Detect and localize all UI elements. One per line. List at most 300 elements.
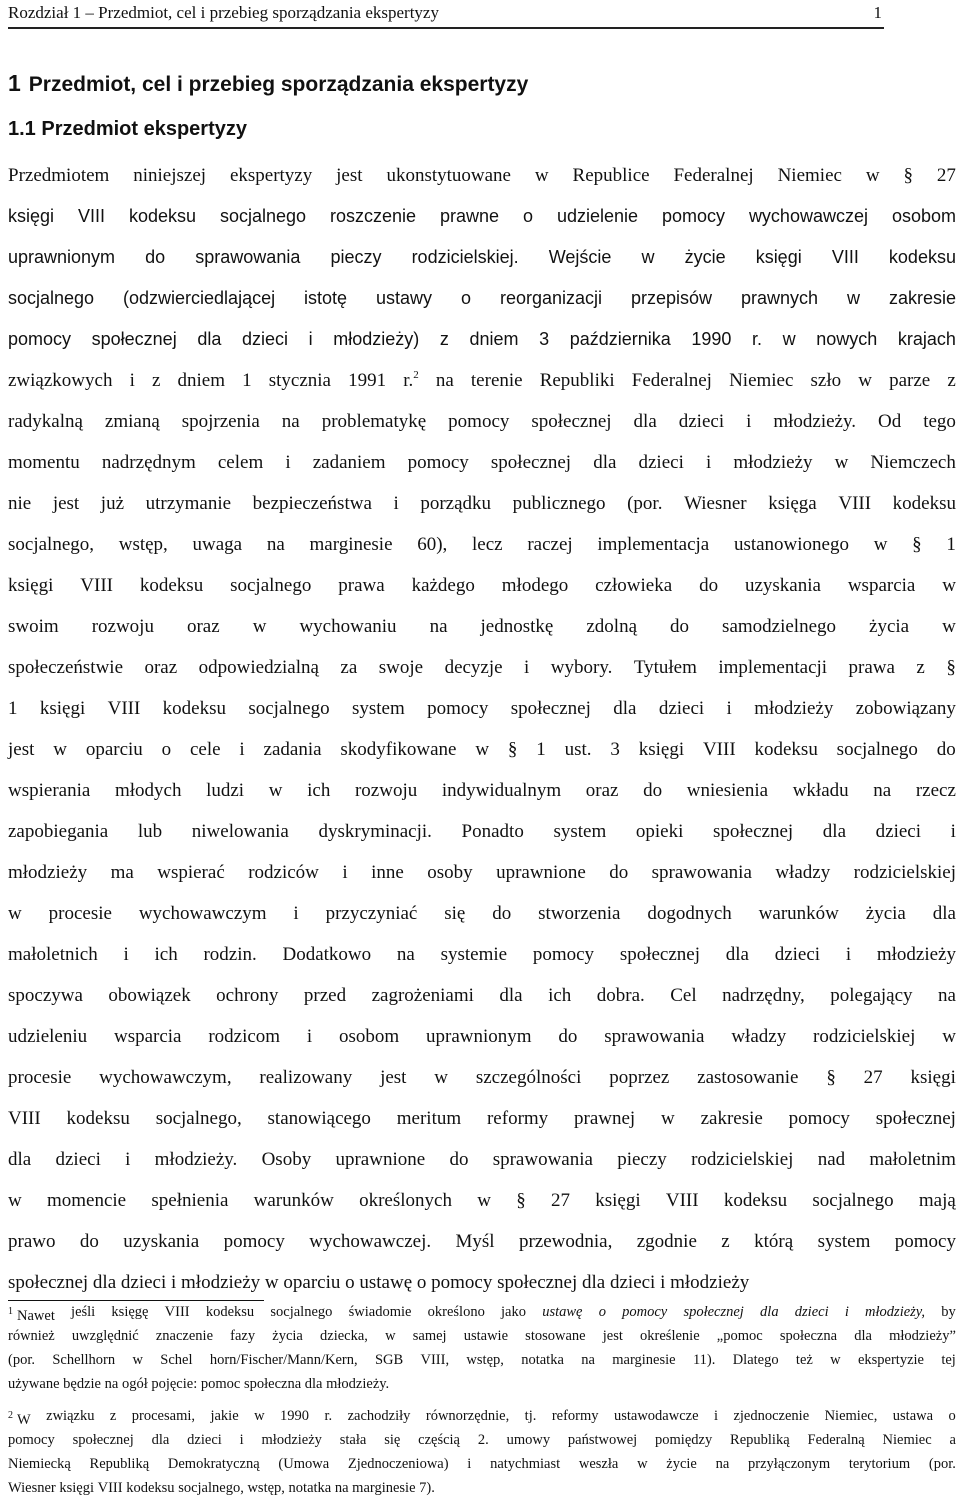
word: opieki	[635, 821, 684, 842]
word: inne	[371, 862, 404, 883]
word: stycznia	[268, 370, 331, 391]
word: wspierania	[8, 780, 91, 801]
word: osoby	[427, 862, 473, 883]
word: życia	[869, 616, 910, 637]
word: dzieci	[875, 821, 921, 842]
word: mają	[918, 1190, 956, 1211]
running-header	[8, 0, 888, 26]
word: ich	[154, 944, 178, 965]
word: do	[643, 780, 663, 801]
word: Niemiec	[882, 1432, 932, 1448]
body-line	[8, 155, 956, 196]
word: księgi	[638, 739, 685, 760]
body-line	[8, 442, 956, 483]
word: dla	[593, 452, 617, 473]
word: wstęp,	[118, 534, 168, 555]
word: VIII	[8, 1108, 41, 1129]
footnote-line	[8, 1348, 956, 1372]
body-line	[8, 647, 956, 688]
word: uprawnionym	[426, 1026, 532, 1047]
word: swoim	[8, 616, 59, 637]
word: państwowej	[567, 1432, 638, 1448]
word: pomocy	[788, 1108, 850, 1129]
word: wychowawczym	[138, 903, 267, 924]
body-line	[8, 237, 956, 278]
word: wstęp,	[466, 1352, 504, 1368]
word: i	[950, 821, 956, 842]
word: §	[826, 1067, 836, 1088]
word: w	[268, 780, 283, 801]
word: system	[351, 698, 405, 719]
word: Schellhorn	[52, 1352, 116, 1368]
word: 27	[550, 1190, 570, 1211]
word: skodyfikowane	[340, 739, 457, 760]
word: Schel	[160, 1352, 193, 1368]
word: rodzicielskiej	[853, 862, 956, 883]
word: dzieci	[794, 1304, 829, 1320]
word: prawa	[338, 575, 385, 596]
word: wniesienia	[686, 780, 769, 801]
word: na	[715, 1456, 730, 1472]
footnote-ref: 2	[413, 369, 419, 381]
word: Przedmiotem	[8, 165, 110, 186]
word: społecznej	[510, 698, 591, 719]
word: ust.	[564, 739, 592, 760]
word: prawa	[848, 657, 895, 678]
word: w	[132, 1352, 143, 1368]
word: Niemiec,	[824, 1408, 878, 1424]
word: i	[306, 1026, 313, 1047]
word: każdego	[411, 575, 475, 596]
word: społecznej	[72, 1432, 134, 1448]
word: Dlatego	[732, 1352, 779, 1368]
word: częścią	[418, 1432, 460, 1448]
word: sprawowania	[651, 862, 752, 883]
word: młodzieży	[754, 698, 834, 719]
word: księgi	[59, 1480, 98, 1496]
word: socjalnego,	[8, 534, 95, 555]
word: ustawy	[376, 288, 433, 308]
footnote-1	[8, 1300, 956, 1396]
word: momencie	[46, 1190, 127, 1211]
body-line-text: społecznej dla dzieci i młodzieży w oparciu o ustawę o pomocy społecznej dla dzieci i młodzieży	[8, 1272, 750, 1293]
word: w	[830, 1352, 841, 1368]
word: ogół	[121, 1376, 152, 1392]
word: (Umowa	[278, 1456, 330, 1472]
word: krajach	[897, 329, 956, 349]
word: §	[946, 657, 956, 678]
word: jako	[501, 1304, 526, 1320]
word: porządku	[420, 493, 492, 514]
word: §	[507, 739, 518, 760]
word: w	[834, 452, 849, 473]
footnote-line	[8, 1372, 956, 1396]
word: VIII	[838, 493, 872, 514]
body-line	[8, 565, 956, 606]
word: socjalnego	[836, 739, 918, 760]
word: reformy	[551, 1408, 599, 1424]
word: Wejście	[548, 247, 612, 267]
word: 3	[539, 329, 550, 349]
word: dla	[854, 1328, 872, 1344]
word: młodzieży	[733, 452, 813, 473]
word: młodzieży.	[773, 411, 857, 432]
word: Ponadto	[461, 821, 524, 842]
word: Republiki	[539, 370, 615, 391]
word: związku	[46, 1408, 95, 1424]
word: prawo	[8, 1231, 56, 1252]
word: meritum	[396, 1108, 462, 1129]
word: społeczeństwie	[8, 657, 124, 678]
word: w	[8, 1190, 22, 1211]
word: i	[713, 1408, 718, 1424]
word: i	[342, 862, 348, 883]
word: nadrzędnym	[101, 452, 196, 473]
word: już	[100, 493, 125, 514]
body-line	[8, 852, 956, 893]
footnote-line	[8, 1476, 956, 1500]
body-line	[8, 770, 956, 811]
word: marginesie	[309, 534, 393, 555]
word: 3	[610, 739, 620, 760]
word: używane	[8, 1376, 64, 1392]
word: ochrony	[216, 985, 279, 1006]
word: księgi	[39, 698, 86, 719]
word: i	[524, 657, 530, 678]
word: problematykę	[321, 411, 427, 432]
word: utrzymanie	[145, 493, 232, 514]
word: notatka	[288, 1480, 335, 1496]
body-line	[8, 1139, 956, 1180]
word: i	[129, 370, 135, 391]
word: dla	[8, 1149, 32, 1170]
body-line	[8, 524, 956, 565]
word: sprawowania	[492, 1149, 593, 1170]
word: małoletnich	[8, 944, 98, 965]
header-title: Rozdział 1 – Przedmiot, cel i przebieg sporządzania ekspertyzy	[8, 3, 439, 22]
word: odpowiedzialną	[198, 657, 319, 678]
word: z	[916, 657, 925, 678]
word: oparciu	[85, 739, 143, 760]
word: młodzieży	[876, 944, 956, 965]
word: VIII	[77, 206, 105, 226]
word: młodzieży	[261, 1432, 322, 1448]
word: implementacji	[718, 657, 828, 678]
word: roszczenie	[329, 206, 417, 226]
word: uprawnionym	[8, 247, 116, 267]
word: dzieci	[658, 698, 705, 719]
word: VIII,	[420, 1352, 450, 1368]
word: socjalnego,	[178, 1480, 248, 1496]
word: w	[475, 739, 490, 760]
word: warunków	[758, 903, 839, 924]
word: a	[949, 1432, 956, 1448]
word: dogodnych	[647, 903, 732, 924]
word: i	[239, 739, 245, 760]
word: przewodnia,	[518, 1231, 613, 1252]
word: z	[109, 1408, 117, 1424]
word: również	[8, 1328, 55, 1344]
word: zakresie	[700, 1108, 763, 1129]
word: ustanowionego	[733, 534, 849, 555]
word: do	[936, 739, 956, 760]
word: pomocy	[427, 698, 489, 719]
body-line	[8, 1016, 956, 1057]
word: dzieci	[678, 411, 725, 432]
word: $^2$ W	[8, 1410, 31, 1428]
word: reformy	[486, 1108, 549, 1129]
word: celem	[217, 452, 264, 473]
word: wychowawczej.	[309, 1231, 432, 1252]
word: księgę	[111, 1304, 149, 1320]
word: VIII	[702, 739, 736, 760]
word: jest	[380, 1067, 407, 1088]
word: 1990	[280, 1408, 310, 1424]
word: do	[145, 247, 166, 267]
word: r.$^2$	[403, 369, 419, 391]
word: dzieci	[774, 944, 821, 965]
word: na	[429, 616, 448, 637]
footnote-line	[8, 1428, 956, 1452]
word: terenie	[470, 370, 523, 391]
word: dla	[197, 329, 222, 349]
word: zadania	[263, 739, 322, 760]
word: sprawowania	[195, 247, 301, 267]
word: cele	[189, 739, 221, 760]
word: małoletnim	[869, 1149, 956, 1170]
word: dla	[633, 411, 657, 432]
footnote-line	[8, 1404, 956, 1428]
word: się	[384, 1432, 401, 1448]
word: społecznej	[531, 411, 612, 432]
word: i	[125, 1149, 131, 1170]
word: dobra.	[596, 985, 645, 1006]
word: horn/Fischer/Mann/Kern,	[209, 1352, 358, 1368]
word: w	[641, 247, 655, 267]
word: do	[449, 1149, 469, 1170]
word: spojrzenia	[181, 411, 260, 432]
word: pieczy	[617, 1149, 667, 1170]
word: SGB	[374, 1352, 404, 1368]
word: 11).	[692, 1352, 716, 1368]
footnote-line	[8, 1452, 956, 1476]
word: w	[252, 616, 267, 637]
word: przepisów	[631, 288, 713, 308]
word: procesami,	[131, 1408, 196, 1424]
word: niniejszej	[133, 165, 207, 186]
word: jest	[602, 1328, 623, 1344]
word: kodeksu	[888, 247, 956, 267]
word: jest	[52, 493, 80, 514]
word: sprawowania	[604, 1026, 705, 1047]
word: w	[477, 1190, 491, 1211]
word: na	[873, 780, 892, 801]
word: pomiędzy	[655, 1432, 713, 1448]
word: publicznego	[512, 493, 606, 514]
word: uprawnione	[335, 1149, 426, 1170]
word: Federalną	[807, 1432, 865, 1448]
body-line	[8, 360, 956, 401]
word: szczególności	[475, 1067, 582, 1088]
word: do	[699, 575, 719, 596]
word: nowych	[816, 329, 878, 349]
word: i	[285, 452, 291, 473]
word: Republice	[572, 165, 650, 186]
body-line	[8, 1180, 956, 1221]
word: do	[492, 903, 512, 924]
word: zachodziły	[347, 1408, 411, 1424]
word: i	[705, 452, 712, 473]
word: kodeksu	[128, 206, 196, 226]
word: (por.	[8, 1352, 35, 1368]
word: rodzicielskiej.	[411, 247, 519, 267]
word: ich	[548, 985, 572, 1006]
word: na	[396, 944, 415, 965]
word: społecznej	[91, 329, 177, 349]
word: i	[293, 903, 299, 924]
word: istotę	[304, 288, 348, 308]
word: uzyskania	[123, 1231, 200, 1252]
word: ustawa	[892, 1408, 934, 1424]
word: spełnienia	[151, 1190, 229, 1211]
word: socjalnego,	[155, 1108, 242, 1129]
word: procesie	[8, 1067, 72, 1088]
word: spoczywa	[8, 985, 83, 1006]
footnotes	[8, 1300, 956, 1500]
word: lub	[137, 821, 163, 842]
word: życia	[865, 903, 906, 924]
word: poprzez	[609, 1067, 670, 1088]
word: w	[865, 165, 880, 186]
word: Niemiecką	[8, 1456, 71, 1472]
word: dniem	[177, 370, 226, 391]
word: §	[903, 165, 913, 186]
word: z	[721, 1231, 730, 1252]
word: udzielenie	[556, 206, 638, 226]
word: kodeksu	[126, 1480, 179, 1496]
word: stanowiącego	[267, 1108, 371, 1129]
word: 2.	[477, 1432, 489, 1448]
word: oraz	[186, 616, 220, 637]
word: kodeksu	[205, 1304, 255, 1320]
word: na	[938, 985, 956, 1006]
word: z	[947, 370, 956, 391]
word: polegający	[830, 985, 913, 1006]
word: rodzicom	[208, 1026, 281, 1047]
word: października	[569, 329, 671, 349]
word: ma	[110, 862, 134, 883]
word: do	[558, 1026, 578, 1047]
body-line	[8, 196, 956, 237]
page-number: 1	[873, 3, 882, 22]
word: kodeksu	[66, 1108, 130, 1129]
body-line	[8, 1262, 956, 1303]
word: Osoby	[261, 1149, 312, 1170]
word: Wiesner	[8, 1480, 60, 1496]
word: pomocy	[622, 1304, 668, 1320]
word: za	[340, 657, 358, 678]
word: wstęp,	[247, 1480, 289, 1496]
chapter-number: 1	[8, 70, 21, 96]
word: ekspertyzie	[857, 1352, 924, 1368]
word: w	[847, 288, 860, 308]
word: 7).	[419, 1480, 435, 1496]
word: notatka	[521, 1352, 564, 1368]
word: VIII	[831, 247, 859, 267]
word: i	[844, 1304, 849, 1320]
word: wybory.	[550, 657, 613, 678]
word: VIII	[80, 575, 113, 596]
word: ich	[307, 780, 331, 801]
word: 1991	[348, 370, 387, 391]
word: (odzwierciedlającej	[123, 288, 276, 308]
word: dla	[760, 1304, 779, 1320]
word: VIII	[97, 1480, 127, 1496]
word: dla	[151, 1432, 170, 1448]
word: dyskryminacji.	[318, 821, 432, 842]
word: prawnej	[574, 1108, 636, 1129]
body-line	[8, 1221, 956, 1262]
word: pomocy	[532, 944, 595, 965]
body-line	[8, 483, 956, 524]
word: kodeksu	[754, 739, 818, 760]
word: księgi	[755, 247, 802, 267]
word: socjalnego	[812, 1190, 894, 1211]
body-line	[8, 278, 956, 319]
word: uprawnione	[496, 862, 586, 883]
word: o	[948, 1408, 956, 1424]
word: księgi	[595, 1190, 641, 1211]
word: realizowany	[259, 1067, 353, 1088]
word: 1	[946, 534, 956, 555]
word: nad	[817, 1149, 846, 1170]
word: udzieleniu	[8, 1026, 88, 1047]
word: 1990	[691, 329, 732, 349]
body-line	[8, 1098, 956, 1139]
word: reorganizacji	[499, 288, 603, 308]
section-heading: 1.1 Przedmiot ekspertyzy	[8, 118, 247, 140]
word: 27	[863, 1067, 883, 1088]
word: związkowych	[8, 370, 113, 391]
word: 1	[8, 698, 18, 719]
word: w	[782, 329, 796, 349]
word: zastosowanie	[697, 1067, 799, 1088]
word: dla	[932, 903, 956, 924]
body-line	[8, 401, 956, 442]
word: na	[104, 1376, 122, 1392]
word: osobom	[339, 1026, 400, 1047]
word: zgodnie	[636, 1231, 697, 1252]
word: indywidualnym	[441, 780, 562, 801]
word: warunków	[253, 1190, 334, 1211]
word: o	[522, 206, 533, 226]
word: w	[942, 616, 956, 637]
word: wkładu	[792, 780, 849, 801]
word: społecznej	[875, 1108, 956, 1129]
word: VIII	[107, 698, 141, 719]
word: weszła	[578, 1456, 619, 1472]
word: pomoc	[200, 1376, 244, 1392]
word: radykalną	[8, 411, 83, 432]
word: obowiązek	[108, 985, 191, 1006]
word: niwelowania	[191, 821, 289, 842]
word: społecznej	[683, 1304, 744, 1320]
word: przyłączonym	[748, 1456, 831, 1472]
word: 1	[536, 739, 546, 760]
word: wychowawczej	[748, 206, 868, 226]
word: zmianą	[104, 411, 160, 432]
word: 27	[936, 165, 956, 186]
